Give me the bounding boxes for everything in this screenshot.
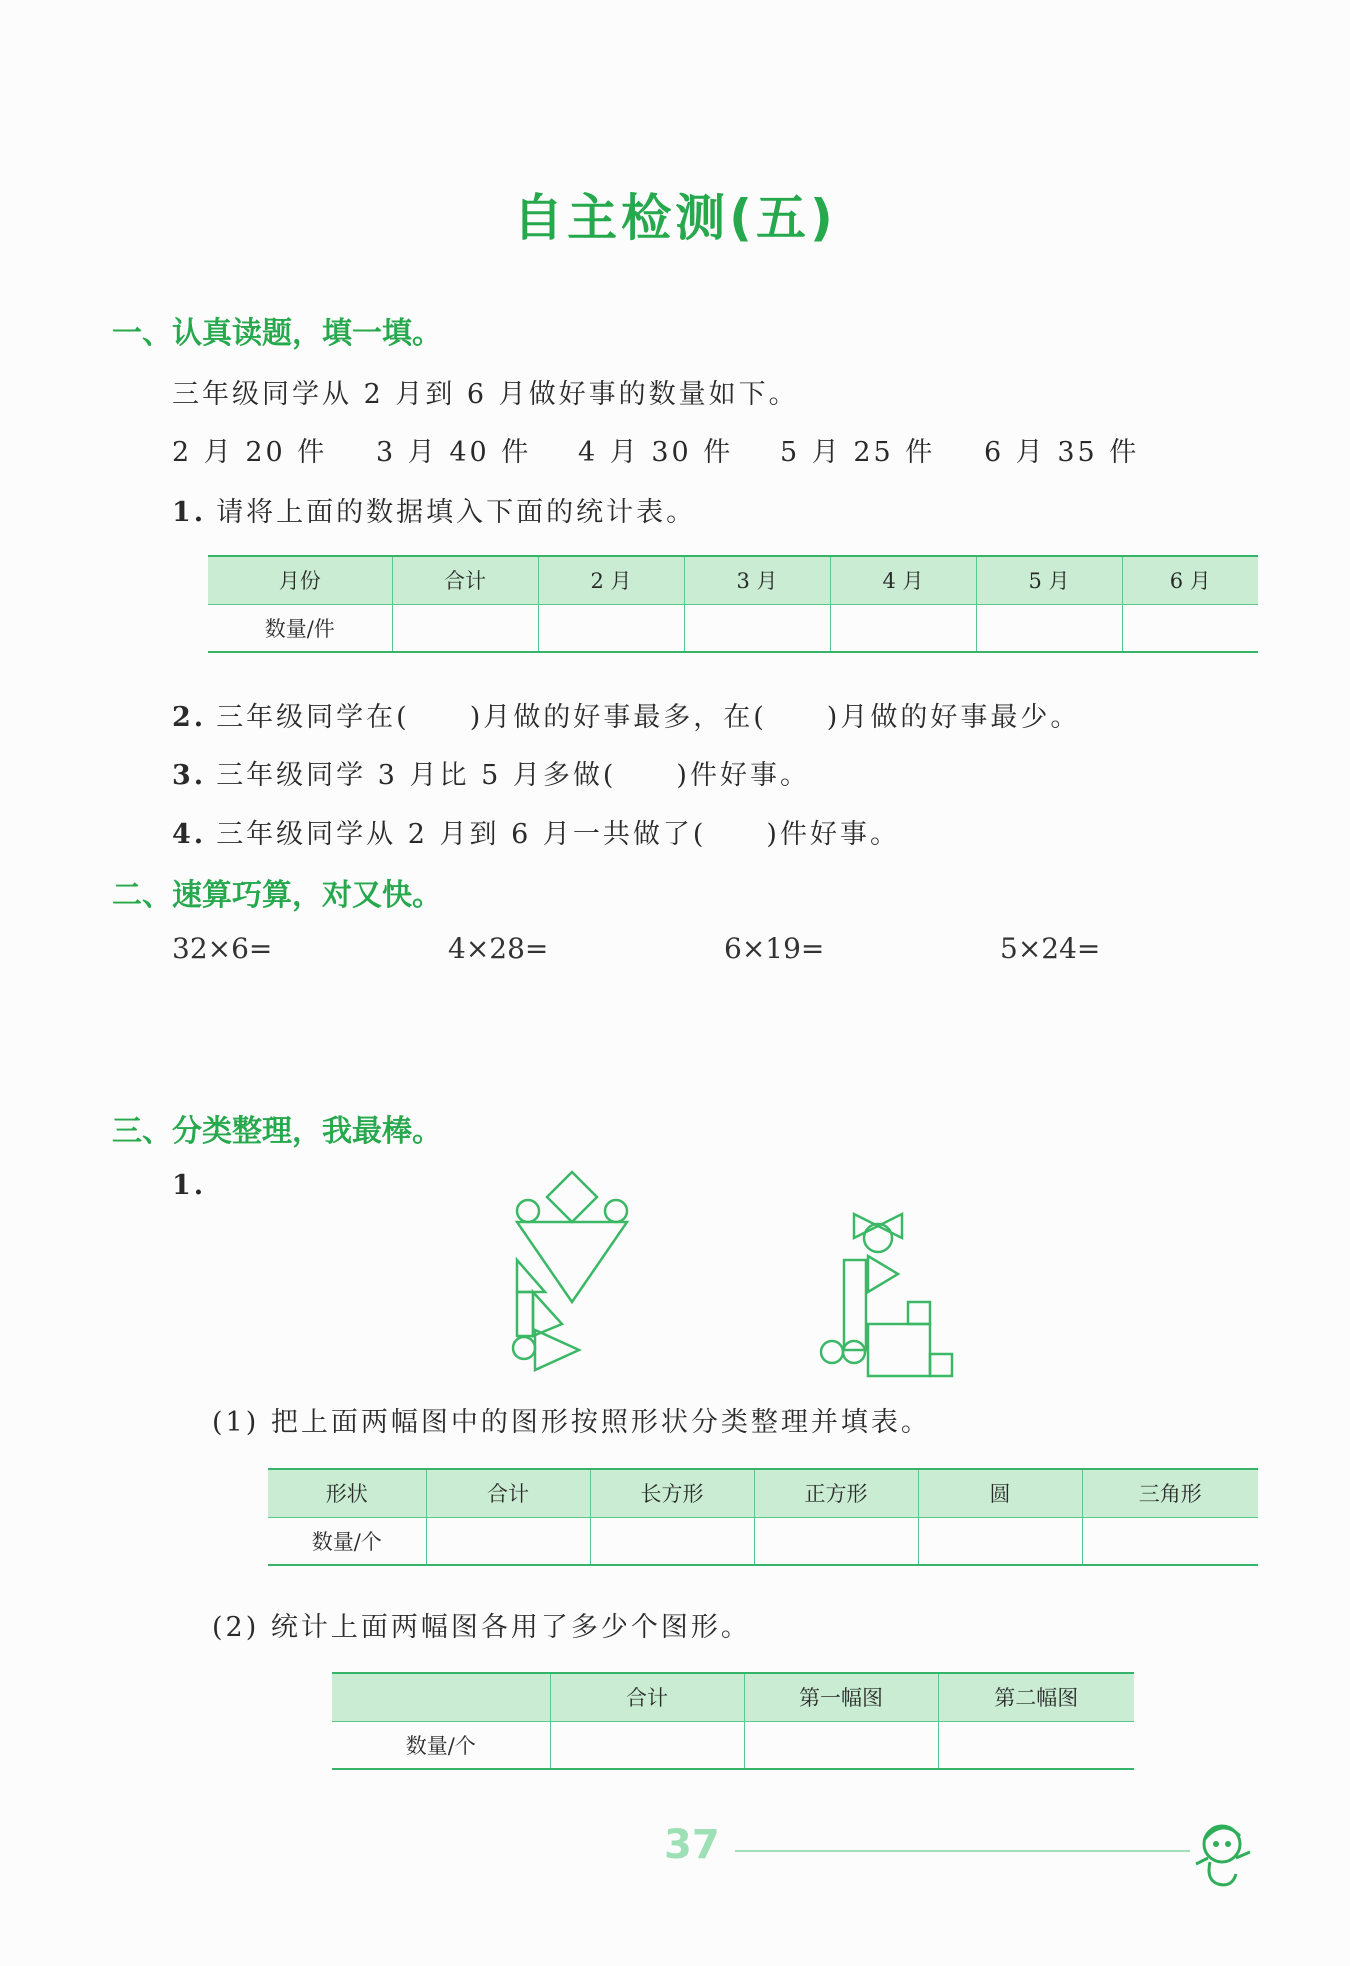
answer-cell[interactable] — [744, 1721, 938, 1769]
circle-shape — [843, 1341, 865, 1363]
table-header: 合计 — [426, 1469, 590, 1517]
figures-table — [332, 1672, 1134, 1770]
table-header: 三角形 — [1082, 1469, 1258, 1517]
shapes-table — [268, 1468, 1258, 1566]
table-header: 形状 — [268, 1469, 426, 1517]
answer-cell[interactable] — [684, 604, 830, 652]
data-item: 6 月 35 件 — [984, 437, 1140, 468]
triangle-shape — [854, 1214, 878, 1238]
data-item: 2 月 20 件 — [172, 437, 328, 468]
months-table — [208, 555, 1258, 653]
mascot-icon — [1188, 1818, 1258, 1890]
question-4 — [172, 812, 900, 851]
question-text: 三年级同学在( )月做的好事最多，在( )月做的好事最少。 — [216, 702, 1081, 733]
table-header: 3 月 — [684, 556, 830, 604]
calc-problem: 5×24= — [1000, 932, 1101, 965]
rectangle-shape — [517, 1292, 533, 1336]
section-2-heading: 二、速算巧算，对又快。 — [112, 878, 442, 913]
section-3-heading: 三、分类整理，我最棒。 — [112, 1114, 442, 1149]
answer-cell[interactable] — [538, 604, 684, 652]
row-label: 数量/个 — [332, 1721, 550, 1769]
calc-problem: 6×19= — [724, 932, 825, 965]
answer-cell[interactable] — [1122, 604, 1258, 652]
triangle-shape — [868, 1256, 898, 1292]
question-text: 三年级同学 3 月比 5 月多做( )件好事。 — [216, 760, 810, 791]
answer-cell[interactable] — [976, 604, 1122, 652]
circle-shape — [605, 1200, 627, 1222]
question-number: 1. — [172, 497, 207, 528]
table-header: 2 月 — [538, 556, 684, 604]
question-1 — [172, 490, 696, 529]
page-title: 自主检测(五) — [513, 189, 837, 247]
question-number: 1. — [172, 1170, 207, 1201]
circle-shape — [517, 1200, 539, 1222]
table-header: 6 月 — [1122, 556, 1258, 604]
table-header: 月份 — [208, 556, 392, 604]
triangle-shape — [878, 1214, 902, 1238]
table-header — [332, 1673, 550, 1721]
question-number: 3. — [172, 760, 207, 791]
answer-cell[interactable] — [550, 1721, 744, 1769]
answer-cell[interactable] — [830, 604, 976, 652]
question-3 — [172, 753, 810, 792]
square-shape — [930, 1354, 952, 1376]
table-header: 圆 — [918, 1469, 1082, 1517]
table-header: 4 月 — [830, 556, 976, 604]
data-item: 4 月 30 件 — [578, 437, 734, 468]
rectangle-shape — [844, 1260, 866, 1350]
circle-shape — [864, 1224, 892, 1252]
answer-cell[interactable] — [754, 1517, 918, 1565]
data-item: 5 月 25 件 — [780, 437, 936, 468]
calc-problem: 4×28= — [448, 932, 549, 965]
table-header: 长方形 — [590, 1469, 754, 1517]
table-header: 5 月 — [976, 556, 1122, 604]
answer-cell[interactable] — [938, 1721, 1134, 1769]
square-shape — [908, 1302, 930, 1324]
circle-shape — [821, 1341, 843, 1363]
figure-one-shapes — [505, 1168, 635, 1378]
section-1-intro: 三年级同学从 2 月到 6 月做好事的数量如下。 — [172, 379, 799, 410]
figure-two-shapes — [818, 1208, 958, 1378]
sub-question-1: (1) 把上面两幅图中的图形按照形状分类整理并填表。 — [212, 1407, 931, 1438]
answer-cell[interactable] — [426, 1517, 590, 1565]
table-header: 合计 — [550, 1673, 744, 1721]
section-1-heading: 一、认真读题，填一填。 — [112, 316, 442, 351]
question-number: 4. — [172, 819, 207, 850]
triangle-shape — [535, 1330, 579, 1370]
question-text: 请将上面的数据填入下面的统计表。 — [216, 497, 697, 528]
table-header: 合计 — [392, 556, 538, 604]
footer-rule — [735, 1850, 1190, 1852]
row-label: 数量/件 — [208, 604, 392, 652]
triangle-shape — [517, 1222, 627, 1302]
question-2 — [172, 695, 1080, 734]
circle-shape — [513, 1337, 535, 1359]
answer-cell[interactable] — [918, 1517, 1082, 1565]
rectangle-shape — [868, 1324, 930, 1376]
row-label: 数量/个 — [268, 1517, 426, 1565]
table-header: 第一幅图 — [744, 1673, 938, 1721]
answer-cell[interactable] — [590, 1517, 754, 1565]
table-header: 第二幅图 — [938, 1673, 1134, 1721]
question-number: 2. — [172, 702, 207, 733]
sub-question-2: (2) 统计上面两幅图各用了多少个图形。 — [212, 1612, 751, 1643]
data-item: 3 月 40 件 — [376, 437, 532, 468]
table-header: 正方形 — [754, 1469, 918, 1517]
calc-problem: 32×6= — [172, 932, 273, 965]
question-text: 三年级同学从 2 月到 6 月一共做了( )件好事。 — [216, 819, 900, 850]
answer-cell[interactable] — [392, 604, 538, 652]
square-shape — [547, 1172, 597, 1222]
answer-cell[interactable] — [1082, 1517, 1258, 1565]
page-number: 37 — [664, 1822, 720, 1868]
